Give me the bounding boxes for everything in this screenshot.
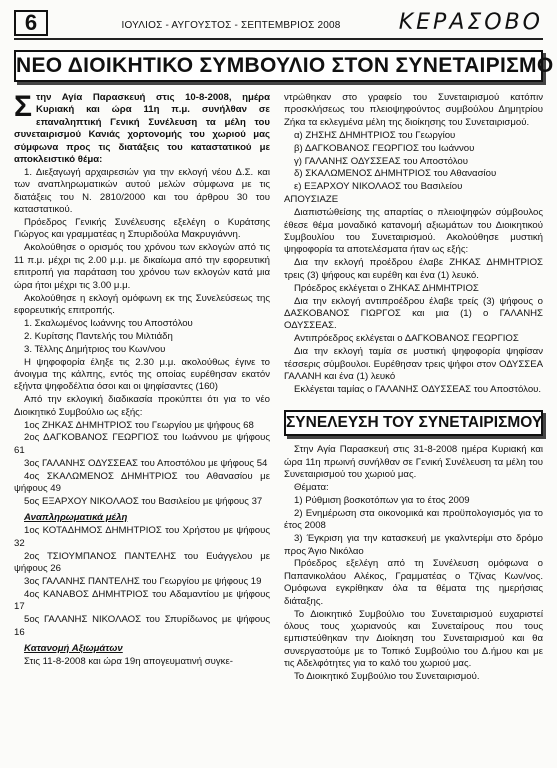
issue-date: ΙΟΥΛΙΟΣ - ΑΥΓΟΥΣΤΟΣ - ΣΕΠΤΕΜΒΡΙΟΣ 2008 (121, 20, 341, 31)
list-item: α) ΖΗΣΗΣ ΔΗΜΗΤΡΙΟΣ του Γεωργίου (294, 129, 456, 141)
list-item: 1. Σκαλωμένος Ιωάννης του Αποστόλου (24, 317, 193, 329)
list-item: 3ος ΓΑΛΑΝΗΣ ΟΔΥΣΣΕΑΣ του Αποστόλου με ψήφους 54 (24, 457, 268, 469)
list-item: 1ος ΖΗΚΑΣ ΔΗΜΗΤΡΙΟΣ του Γεωργίου με ψήφους 68 (24, 419, 254, 431)
list-item: 2ος ΤΣΙΟΥΜΠΑΝΟΣ ΠΑΝΤΕΛΗΣ του Ευάγγελου με ψήφους 26 (14, 550, 270, 575)
paragraph: Δια την εκλογή προέδρου έλαβε ΖΗΚΑΣ ΔΗΜΗΤΡΙΟΣ τρεις (3) ψήφους και ευρέθη και ένα (1) λευκό. (284, 257, 543, 281)
section-heading: ΣΥΝΕΛΕΥΣΗ ΤΟΥ ΣΥΝΕΤΑΙΡΙΣΜΟΥ (284, 410, 543, 436)
paragraph: Δια την εκλογή ταμία σε μυστική ψηφοφορία ψηφίσαν τέσσερις σύμβουλοι. Ευρέθησαν τρεις ψήφοι στον ΟΔΥΣΣΕΑ ΓΑΛΑΝΗ και ένα (1) λευκό (284, 346, 543, 382)
list-item: 5ος ΕΞΑΡΧΟΥ ΝΙΚΟΛΑΟΣ του Βασιλείου με ψήφους 37 (24, 496, 263, 507)
committee-list (14, 318, 270, 356)
list-item: β) ΔΑΓΚΟΒΑΝΟΣ ΓΕΩΡΓΙΟΣ του Ιωάννου (294, 142, 475, 154)
right-column (284, 92, 543, 684)
list-item: 3) Έγκριση για την κατασκευή με γκαλντερίμι στο δρόμο προς Άγιο Νικόλαο (284, 533, 543, 557)
list-item: 2. Κυρίτσης Παντελής του Μιλτιάδη (24, 330, 173, 342)
paragraph: Πρόεδρος Γενικής Συνέλευσης εξελέγη ο Κυράτσης Γιώργος και γραμματέας η Σπυριδούλα Μακρυγιάννη. (14, 217, 270, 241)
list-item: 3ος ΓΑΛΑΝΗΣ ΠΑΝΤΕΛΗΣ του Γεωργίου με ψήφους 19 (24, 575, 262, 587)
list-item: 2) Ενημέρωση στα οικονομικά και προϋπολογισμός για το έτος 2008 (284, 507, 543, 532)
paragraph: Από την εκλογική διαδικασία προκύπτει ότι για το νέο Διοικητικό Συμβούλιο ως εξής: (14, 394, 270, 418)
paragraph: Διαπιστώθείσης της απαρτίας ο πλειοψηφών σύμβουλος έθεσε θέμα μοναδικό κατανομή αξιωμάτων του Διοικητικού Συμβουλίου του Συνεταιρισμού. Ακολούθησε μυστική ψηφοφορία τα αποτελέσματα ήταν ως εξής: (284, 207, 543, 256)
paragraph: Πρόεδρος εκλέγεται ο ΖΗΚΑΣ ΔΗΜΗΤΡΙΟΣ (294, 282, 479, 294)
paragraph: Στις 11-8-2008 και ώρα 19η απογευματινή συγκε- (24, 655, 233, 667)
list-item: 4ος ΚΑΝΑΒΟΣ ΔΗΜΗΤΡΙΟΣ του Αδαμαντίου με ψήφους 17 (14, 588, 270, 613)
paragraph: Δια την εκλογή αντιπροέδρου έλαβε τρείς (3) ψήφους ο ΔΑΣΚΟΒΑΝΟΣ ΓΙΩΡΓΟΣ και μια (1) ο ΓΑΛΑΝΗΣ ΟΔΥΣΣΕΑΣ. (284, 295, 543, 332)
alternates-list (14, 525, 270, 639)
paragraph: 1. Διεξαγωγή αρχαιρεσιών για την εκλογή νέου Δ.Σ. και των αναπληρωματικών αυτού μελών σύμφωνα με τις διατάξεις του Ν. 2810/2000 και του άρθρου 30 του καταστατικού. (14, 166, 270, 216)
subheading: Αναπληρωματικά μέλη (24, 512, 128, 524)
lead-text: την Αγία Παρασκευή στις 10-8-2008, ημέρα Κυριακή και ώρα 11η π.μ. συνήλθαν σε επαναληπτική Γενική Συνέλευση τα μέλη του συνεταιρισμού Κανιάς χορτονομής του χωριού μας σύμφωνα προς τις διατάξεις του καταστατικού με αποκλειστικό θέμα: (14, 92, 270, 166)
lead-paragraph (14, 92, 270, 166)
article-headline: ΝΕΟ ΔΙΟΙΚΗΤΙΚΟ ΣΥΜΒΟΥΛΙΟ ΣΤΟΝ ΣΥΝΕΤΑΙΡΙΣΜΟ (14, 50, 543, 82)
subheading: Κατανομή Αξιωμάτων (24, 642, 123, 654)
results-list (14, 420, 270, 509)
list-item: ε) ΕΞΑΡΧΟΥ ΝΙΚΟΛΑΟΣ του Βασιλείου (294, 181, 463, 193)
topics-list (284, 495, 543, 558)
signature-line: Το Διοικητικό Συμβούλιο του Συνεταιρισμού. (294, 671, 480, 683)
topics-heading: Θέματα: (294, 481, 329, 493)
paragraph: Ακολούθησε η εκλογή ομόφωνη εκ της Συνελεύσεως της εφορευτικής επιτροπής. (14, 292, 270, 316)
paragraph: Αντιπρόεδρος εκλέγεται ο ΔΑΓΚΟΒΑΝΟΣ ΓΕΩΡΓΙΟΣ (294, 333, 519, 345)
list-item: 1ος ΚΟΤΑΔΗΜΟΣ ΔΗΜΗΤΡΙΟΣ του Χρήστου με ψήφους 32 (14, 525, 270, 549)
list-item: γ) ΓΑΛΑΝΗΣ ΟΔΥΣΣΕΑΣ του Αποστόλου (294, 155, 469, 167)
newspaper-name: ΚΕΡΑΣΟΒΟ (398, 10, 543, 35)
list-item: 1) Ρύθμιση βοσκοτόπων για το έτος 2009 (294, 494, 470, 506)
page-header (14, 8, 543, 40)
paragraph: Πρόεδρος εξελέγη από τη Συνέλευση ομόφωνα ο Παπανικολάου Αλέκος, Γραμματέας ο Τζίνας Κων/νος. Ομόφωνα εγκρίθηκαν όλα τα θέματα της ημερήσιας διάταξης. (284, 558, 543, 607)
list-item: 4ος ΣΚΑΛΩΜΕΝΟΣ ΔΗΜΗΤΡΙΟΣ του Αθανασίου με ψήφους 49 (14, 470, 270, 495)
drop-cap: Σ (14, 90, 33, 123)
list-item: 3. Τέλλης Δημήτριος του Κων/νου (24, 343, 166, 355)
paragraph: Στην Αγία Παρασκευή στις 31-8-2008 ημέρα Κυριακή και ώρα 11η πρωινή συνήλθαν σε Γενική Συνέλευση τα μέλη του Συνεταιρισμού του χωριού μας. (284, 444, 543, 481)
page-number: 6 (14, 10, 48, 36)
list-item: 5ος ΓΑΛΑΝΗΣ ΝΙΚΟΛΑΟΣ του Σπυρίδωνος με ψήφους 16 (14, 614, 270, 638)
paragraph: Ακολούθησε ο ορισμός του χρόνου των εκλογών από τις 11 π.μ. μέχρι τις 2.00 μ.μ. με δικαίωμα από την εφορευτική επιτροπή για παράταση του χρόνου των εκλογών κατά μια ώρα ήτοι μέχρι τις 3.00 μ.μ. (14, 242, 270, 291)
list-item: 2ος ΔΑΓΚΟΒΑΝΟΣ ΓΕΩΡΓΙΟΣ του Ιωάννου με ψήφους 61 (14, 432, 270, 456)
paragraph: Εκλέγεται ταμίας ο ΓΑΛΑΝΗΣ ΟΔΥΣΣΕΑΣ του Αποστόλου. (294, 383, 542, 395)
absent-note: ΑΠΟΥΣΙΑΖΕ (284, 194, 339, 206)
paragraph: ντρώθηκαν στο γραφείο του Συνεταιρισμού κατόπιν προσκλήσεως του πλειοψηφούντος συμβούλου Δημητρίου Ζήκα τα εκλεγμένα μέλη της διοίκησης του Συνεταιρισμού. (284, 92, 543, 128)
paragraph: Το Διοικητικό Συμβούλιο του Συνεταιρισμού ευχαριστεί όλους τους χωριανούς και Συνεταίρους που τους εμπιστεύθηκαν την Διοίκηση του Συνεταιρισμού και θα συνεργαστούμε με το Τοπικό Συμβούλιο του Δ.ήμου και με τις Αδελφότητες για το καλό του χωριού μας. (284, 608, 543, 670)
board-members-list (284, 130, 543, 194)
left-column (14, 92, 270, 669)
list-item: δ) ΣΚΑΛΩΜΕΝΟΣ ΔΗΜΗΤΡΙΟΣ του Αθανασίου (294, 168, 497, 180)
paragraph: Η ψηφοφορία έληξε τις 2.30 μ.μ. ακολούθως έγινε το άνοιγμα της κάλπης, εντός της οποίας ευρέθησαν εκατόν εξήντα ψηφοδέλτια όσοι και οι ψηφίσαντες (160) (14, 356, 270, 393)
